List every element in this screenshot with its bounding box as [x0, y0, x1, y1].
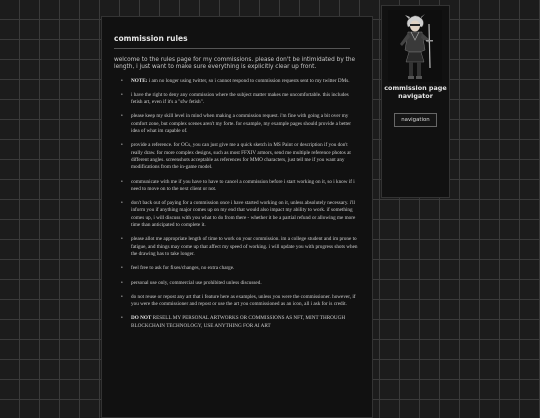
rule-text: do not reuse or repost any art that i feature here as examples, unless you were the commissioner. however, if you were the commissioner and repost or use the art you commissioned as an icon, all i ask for is credit.	[131, 293, 356, 308]
rule-item	[114, 294, 360, 309]
character-avatar-icon	[388, 10, 442, 82]
rules-list	[114, 78, 362, 330]
rule-item	[114, 113, 360, 135]
rule-item	[114, 142, 360, 171]
rule-item	[114, 92, 360, 107]
rule-item	[114, 200, 360, 229]
bullet-icon: •	[121, 201, 123, 207]
bullet-icon: •	[121, 179, 123, 185]
rule-item	[114, 315, 360, 330]
rule-lead: NOTE:	[131, 77, 148, 84]
bullet-icon: •	[121, 280, 123, 286]
rule-text: RESELL MY PERSONAL ARTWORKS OR COMMISSIONS AS NFT, MINT THROUGH BLOCKCHAIN TECHNOLOGY, USE ANYTHING FOR AI ART	[131, 315, 346, 329]
character-avatar	[388, 10, 442, 82]
rule-text: provide a reference. for OCs, you can just give me a quick sketch in MS Paint or description if you don't really draw. for more complex designs, such as most FFXIV armors, send me multiple reference photos at different angles. screenshots acceptable as references for MMO characters, just tell me if you want any modifications from the in-game model.	[131, 142, 351, 171]
rule-text: personal use only, commercial use prohibited unless discussed.	[131, 279, 262, 286]
rule-text: communicate with me if you have to have to cancel a commission before i start working on it, so i know if i need to move on to the next client or not.	[131, 178, 355, 192]
bullet-icon: •	[121, 114, 123, 120]
rule-text: feel free to ask for fixes/changes, no extra charge.	[131, 265, 235, 272]
bullet-icon: •	[121, 92, 123, 98]
rule-text: i have the right to deny any commission where the subject matter makes me uncomfortable. this includes fetish art, even if it's a "sfw fetish".	[131, 91, 349, 106]
rule-lead: DO NOT	[131, 315, 152, 322]
navigator-title: commission page navigator	[384, 84, 447, 100]
rule-text: please keep my skill level in mind when making a commission request. i'm fine with going a bit over my comfort zone, but complex scenes aren't my forte. for example, my example pages should provide a better idea of what im capable of.	[131, 113, 352, 135]
bullet-icon: •	[121, 237, 123, 243]
bullet-icon: •	[121, 143, 123, 149]
rule-item	[114, 78, 360, 85]
page-title: commission rules	[114, 34, 350, 49]
rule-text: please allot me appropriate length of time to work on your commission. im a college student and im prone to fatigue, and things may come up that affect my speed of working. i will update you with progress shots when the drawing has to take longer.	[131, 236, 358, 257]
navigation-button[interactable]: navigation	[394, 113, 437, 127]
bullet-icon: •	[121, 78, 123, 84]
rule-item	[114, 179, 360, 194]
rule-item	[114, 280, 360, 287]
bullet-icon: •	[121, 316, 123, 322]
rule-item	[114, 265, 360, 272]
rule-text: i am no longer using twitter, so i cannot respond to commission requests sent to my twitter DMs.	[148, 77, 350, 84]
intro-text: welcome to the rules page for my commissions. please don't be intimidated by the length, i just want to make sure everything is explicitly clear up front.	[114, 57, 356, 71]
sidebar-panel	[381, 5, 450, 198]
rule-item	[114, 236, 360, 258]
bullet-icon: •	[121, 294, 123, 300]
bullet-icon: •	[121, 266, 123, 272]
rules-panel	[101, 16, 373, 418]
rule-text: don't back out of paying for a commission once i have started working on it, unless absolutely necessary. i'll inform you if anything major comes up on my end that would also impact my ability to work. if something comes up, i will discuss with you what to do from there - whether it be a partial refund or allowing me more time than anticipated to complete it.	[131, 200, 356, 229]
rules-content	[114, 17, 362, 337]
